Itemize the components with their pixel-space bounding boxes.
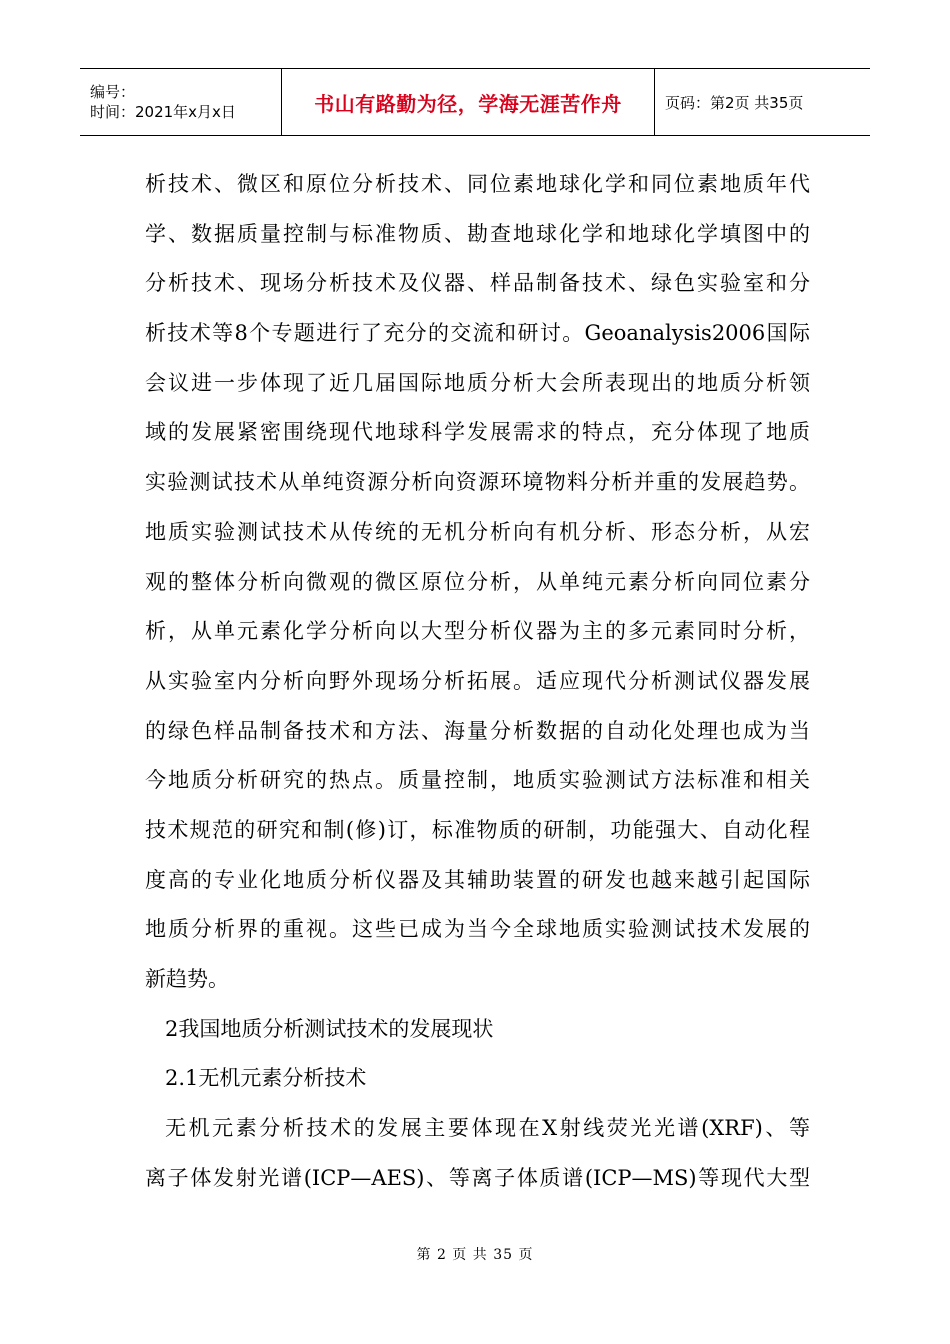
document-body	[145, 160, 810, 1203]
paragraph-line: 析技术等8个专题进行了充分的交流和研讨。Geoanalysis2006国际	[145, 321, 810, 346]
page-header	[80, 68, 870, 136]
paragraph-line: 地质分析界的重视。这些已成为当今全球地质实验测试技术发展的	[145, 917, 810, 942]
document-date: 时间：2021年x月x日	[90, 103, 236, 121]
paragraph-line: 学、数据质量控制与标准物质、勘查地球化学和地球化学填图中的	[145, 221, 810, 246]
document-number-label: 编号：	[90, 83, 136, 101]
paragraph-line: 新趋势。	[145, 967, 229, 991]
page-footer	[0, 1244, 950, 1264]
paragraph-line: 离子体发射光谱(ICP—AES)、等离子体质谱(ICP—MS)等现代大型	[145, 1165, 810, 1190]
paragraph-line: 无机元素分析技术的发展主要体现在X射线荧光光谱(XRF)、等	[165, 1116, 810, 1141]
paragraph-line: 观的整体分析向微观的微区原位分析，从单纯元素分析向同位素分	[145, 569, 810, 594]
paragraph-line: 今地质分析研究的热点。质量控制，地质实验测试方法标准和相关	[145, 768, 810, 793]
header-left-cell	[80, 69, 282, 135]
header-page-cell	[655, 69, 870, 135]
paragraph-line: 的绿色样品制备技术和方法、海量分析数据的自动化处理也成为当	[145, 718, 810, 743]
paragraph-line: 析技术、微区和原位分析技术、同位素地球化学和同位素地质年代	[145, 172, 810, 196]
footer-page-number: 第 2 页 共 35 页	[416, 1247, 534, 1263]
paragraph-line: 技术规范的研究和制(修)订，标准物质的研制，功能强大、自动化程	[145, 817, 810, 842]
paragraph-line: 析，从单元素化学分析向以大型分析仪器为主的多元素同时分析，	[145, 619, 810, 644]
paragraph-line: 会议进一步体现了近几届国际地质分析大会所表现出的地质分析领	[145, 370, 810, 395]
paragraph-line: 域的发展紧密围绕现代地球科学发展需求的特点，充分体现了地质	[145, 420, 810, 445]
paragraph-line: 分析技术、现场分析技术及仪器、样品制备技术、绿色实验室和分	[145, 271, 810, 296]
header-motto-cell	[282, 69, 655, 135]
header-page-info: 页码：第2页 共35页	[665, 93, 804, 112]
subsection-heading: 2.1无机元素分析技术	[165, 1066, 367, 1091]
paragraph-line: 从实验室内分析向野外现场分析拓展。适应现代分析测试仪器发展	[145, 668, 810, 693]
paragraph-line: 地质实验测试技术从传统的无机分析向有机分析、形态分析，从宏	[145, 519, 810, 544]
header-motto: 书山有路勤为径，学海无涯苦作舟	[314, 91, 622, 116]
paragraph-line: 度高的专业化地质分析仪器及其辅助装置的研发也越来越引起国际	[145, 867, 810, 892]
paragraph-line: 实验测试技术从单纯资源分析向资源环境物料分析并重的发展趋势。	[145, 470, 810, 495]
section-heading: 2我国地质分析测试技术的发展现状	[165, 1016, 494, 1041]
